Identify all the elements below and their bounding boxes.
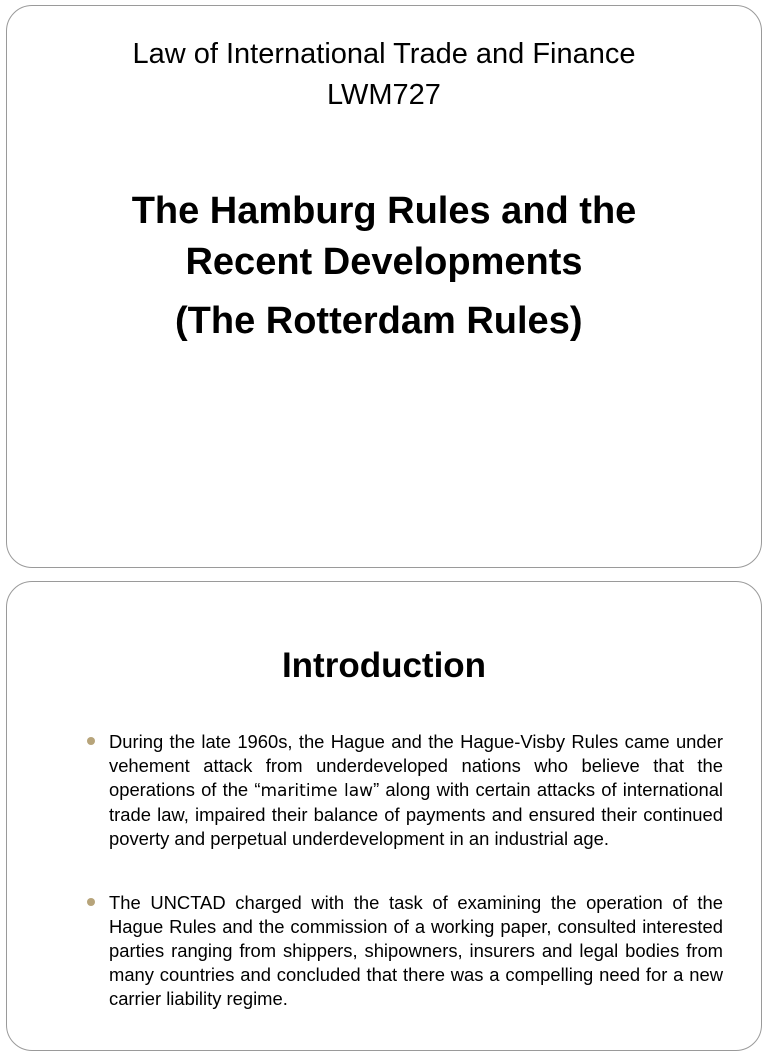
- slide-title: [67, 186, 701, 347]
- bullet-term: maritime law: [260, 781, 374, 801]
- slide-2: [6, 581, 762, 1051]
- course-title: Law of International Trade and Finance: [132, 38, 636, 70]
- title-line-3: (The Rotterdam Rules): [175, 300, 583, 342]
- slide-1: [6, 5, 762, 568]
- bullet-text-before: During the late 1960s, the Hague and the Hague-Visby Rules came under vehement attack from underdeveloped nations who believe that the operations of the “: [109, 731, 723, 800]
- section-heading: Introduction: [281, 646, 487, 685]
- bullet-text: The UNCTAD charged with the task of examining the operation of the Hague Rules and the commission of a working paper, consulted interested parties ranging from shippers, shipowners, insurers and legal bodies from many countries and concluded that there was a compelling need for a new carrier liability regime.: [109, 892, 723, 1009]
- bullet-text-after: ” along with certain attacks of international trade law, impaired their balance of payments and ensured their continued poverty and perpetual underdevelopment in an industrial age.: [109, 779, 724, 849]
- bullet-item: [85, 730, 723, 851]
- course-code: LWM727: [327, 79, 441, 111]
- bullet-item: [85, 891, 723, 1011]
- bullet-dot-icon: [87, 898, 95, 906]
- bullet-list: [85, 730, 723, 1051]
- title-line-1: The Hamburg Rules and the: [131, 190, 637, 232]
- title-line-2: Recent Developments: [185, 241, 583, 283]
- bullet-dot-icon: [87, 737, 95, 745]
- course-header: [7, 34, 761, 116]
